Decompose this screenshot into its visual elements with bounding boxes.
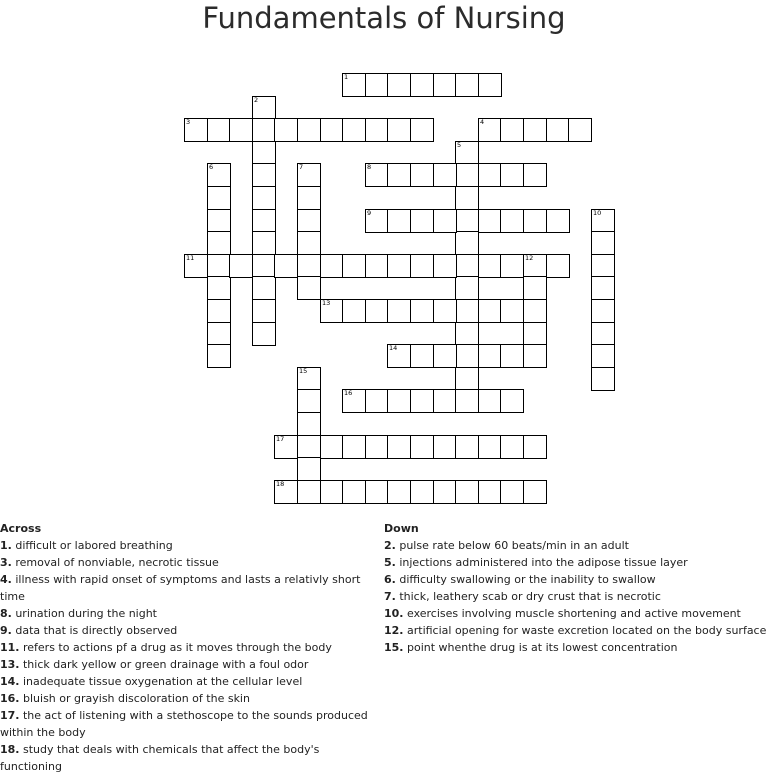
cell-number: 7 [299, 163, 304, 171]
grid-cell[interactable] [297, 389, 321, 413]
grid-cell[interactable] [523, 435, 547, 459]
grid-cell[interactable] [523, 163, 547, 187]
grid-cell[interactable] [252, 299, 276, 323]
grid-cell[interactable] [297, 186, 321, 210]
grid-cell[interactable] [365, 254, 389, 278]
grid-cell[interactable] [387, 299, 411, 323]
across-clue-17: 17. the act of listening with a stethoscope to the sounds produced within the body [0, 709, 368, 739]
grid-cell[interactable] [478, 73, 502, 97]
grid-cell[interactable] [207, 344, 231, 368]
down-clue-5: 5. injections administered into the adipose tissue layer [384, 556, 688, 569]
grid-cell[interactable] [365, 299, 389, 323]
grid-cell[interactable] [523, 118, 547, 142]
cell-number: 11 [186, 254, 195, 262]
across-heading: Across [0, 522, 42, 535]
across-clue-14: 14. inadequate tissue oxygenation at the cellular level [0, 675, 303, 688]
grid-cell[interactable] [478, 163, 502, 187]
down-clue-15: 15. point whenthe drug is at its lowest concentration [384, 641, 678, 654]
grid-cell[interactable] [365, 480, 389, 504]
grid-cell[interactable] [207, 186, 231, 210]
cell-number: 6 [209, 163, 214, 171]
grid-cell[interactable] [433, 299, 457, 323]
grid-cell[interactable] [229, 254, 253, 278]
grid-cell[interactable] [410, 480, 434, 504]
grid-cell[interactable] [433, 435, 457, 459]
grid-cell[interactable] [342, 118, 366, 142]
grid-cell[interactable] [342, 73, 366, 97]
cell-number: 13 [322, 299, 331, 307]
cell-number: 5 [457, 141, 462, 149]
grid-cell[interactable] [320, 299, 344, 323]
across-clue-9: 9. data that is directly observed [0, 624, 178, 637]
cell-number: 3 [186, 118, 191, 126]
grid-cell[interactable] [320, 480, 344, 504]
grid-cell[interactable] [455, 73, 479, 97]
grid-cell[interactable] [478, 299, 502, 323]
grid-cell[interactable] [320, 254, 344, 278]
grid-cell[interactable] [500, 163, 524, 187]
grid-cell[interactable] [546, 118, 570, 142]
grid-cell[interactable] [297, 231, 321, 255]
grid-cell[interactable] [229, 118, 253, 142]
grid-cell[interactable] [207, 276, 231, 300]
cell-number: 16 [344, 389, 353, 397]
across-clue-8: 8. urination during the night [0, 607, 157, 620]
cell-number: 14 [389, 344, 398, 352]
across-clue-3: 3. removal of nonviable, necrotic tissue [0, 556, 219, 569]
grid-cell[interactable] [274, 480, 298, 504]
grid-cell[interactable] [455, 344, 479, 368]
grid-cell[interactable] [365, 389, 389, 413]
grid-cell[interactable] [410, 118, 434, 142]
grid-cell[interactable] [297, 367, 321, 391]
grid-cell[interactable] [523, 322, 547, 346]
grid-cell[interactable] [455, 299, 479, 323]
grid-cell[interactable] [207, 209, 231, 233]
grid-cell[interactable] [591, 254, 615, 278]
grid-cell[interactable] [252, 254, 276, 278]
down-clues [384, 520, 768, 656]
grid-cell[interactable] [455, 141, 479, 165]
grid-cell[interactable] [252, 209, 276, 233]
down-clue-10: 10. exercises involving muscle shortening and active movement [384, 607, 741, 620]
grid-cell[interactable] [365, 73, 389, 97]
cell-number: 17 [276, 435, 285, 443]
down-clue-12: 12. artificial opening for waste excretion located on the body surface [384, 624, 767, 637]
grid-cell[interactable] [207, 254, 231, 278]
grid-cell[interactable] [433, 209, 457, 233]
grid-cell[interactable] [433, 254, 457, 278]
grid-cell[interactable] [523, 209, 547, 233]
grid-cell[interactable] [591, 231, 615, 255]
down-heading: Down [384, 522, 419, 535]
across-clues [0, 520, 382, 775]
grid-cell[interactable] [455, 435, 479, 459]
grid-cell[interactable] [410, 73, 434, 97]
grid-cell[interactable] [523, 254, 547, 278]
puzzle-title: Fundamentals of Nursing [202, 1, 566, 35]
grid-cell[interactable] [455, 163, 479, 187]
grid-cell[interactable] [297, 457, 321, 481]
grid-cell[interactable] [500, 118, 524, 142]
across-clue-16: 16. bluish or grayish discoloration of the skin [0, 692, 250, 705]
grid-cell[interactable] [433, 73, 457, 97]
grid-cell[interactable] [387, 480, 411, 504]
grid-cell[interactable] [184, 118, 208, 142]
grid-cell[interactable] [252, 163, 276, 187]
cell-number: 9 [367, 209, 372, 217]
grid-cell[interactable] [297, 435, 321, 459]
grid-cell[interactable] [320, 118, 344, 142]
grid-cell[interactable] [342, 299, 366, 323]
grid-cell[interactable] [500, 389, 524, 413]
grid-cell[interactable] [455, 322, 479, 346]
grid-cell[interactable] [410, 435, 434, 459]
grid-cell[interactable] [568, 118, 592, 142]
grid-cell[interactable] [297, 163, 321, 187]
grid-cell[interactable] [500, 209, 524, 233]
grid-cell[interactable] [433, 389, 457, 413]
grid-cell[interactable] [342, 435, 366, 459]
grid-cell[interactable] [184, 254, 208, 278]
grid-cell[interactable] [500, 480, 524, 504]
grid-cell[interactable] [455, 367, 479, 391]
grid-cell[interactable] [546, 209, 570, 233]
across-clue-4: 4. illness with rapid onset of symptoms and lasts a relativly short time [0, 573, 361, 603]
grid-cell[interactable] [365, 118, 389, 142]
grid-cell[interactable] [591, 367, 615, 391]
grid-cell[interactable] [433, 480, 457, 504]
grid-cell[interactable] [207, 322, 231, 346]
grid-cell[interactable] [297, 118, 321, 142]
grid-cell[interactable] [387, 389, 411, 413]
grid-cell[interactable] [297, 254, 321, 278]
down-clue-6: 6. difficulty swallowing or the inability to swallow [384, 573, 656, 586]
grid-cell[interactable] [387, 118, 411, 142]
cell-number: 4 [480, 118, 485, 126]
grid-cell[interactable] [252, 322, 276, 346]
grid-cell[interactable] [387, 435, 411, 459]
grid-cell[interactable] [342, 389, 366, 413]
grid-cell[interactable] [455, 209, 479, 233]
grid-cell[interactable] [365, 209, 389, 233]
grid-cell[interactable] [207, 231, 231, 255]
grid-cell[interactable] [500, 299, 524, 323]
grid-cell[interactable] [410, 344, 434, 368]
grid-cell[interactable] [523, 276, 547, 300]
grid-cell[interactable] [591, 344, 615, 368]
grid-cell[interactable] [297, 412, 321, 436]
grid-cell[interactable] [478, 389, 502, 413]
grid-cell[interactable] [410, 163, 434, 187]
grid-cell[interactable] [274, 435, 298, 459]
grid-cell[interactable] [455, 389, 479, 413]
grid-cell[interactable] [252, 276, 276, 300]
grid-cell[interactable] [500, 344, 524, 368]
across-clue-13: 13. thick dark yellow or green drainage with a foul odor [0, 658, 309, 671]
grid-cell[interactable] [433, 163, 457, 187]
down-clue-7: 7. thick, leathery scab or dry crust that is necrotic [384, 590, 661, 603]
grid-cell[interactable] [387, 73, 411, 97]
grid-cell[interactable] [478, 254, 502, 278]
grid-cell[interactable] [478, 118, 502, 142]
grid-cell[interactable] [387, 209, 411, 233]
grid-cell[interactable] [591, 209, 615, 233]
grid-cell[interactable] [342, 254, 366, 278]
grid-cell[interactable] [591, 276, 615, 300]
grid-cell[interactable] [410, 254, 434, 278]
grid-cell[interactable] [591, 299, 615, 323]
grid-cell[interactable] [591, 322, 615, 346]
grid-cell[interactable] [523, 299, 547, 323]
across-clue-1: 1. difficult or labored breathing [0, 539, 173, 552]
cell-number: 15 [299, 367, 308, 375]
grid-cell[interactable] [252, 118, 276, 142]
grid-cell[interactable] [387, 344, 411, 368]
grid-cell[interactable] [274, 254, 298, 278]
grid-cell[interactable] [207, 163, 231, 187]
grid-cell[interactable] [523, 480, 547, 504]
grid-cell[interactable] [455, 276, 479, 300]
grid-cell[interactable] [320, 435, 344, 459]
cell-number: 8 [367, 163, 372, 171]
grid-cell[interactable] [455, 186, 479, 210]
grid-cell[interactable] [455, 231, 479, 255]
across-clue-18: 18. study that deals with chemicals that affect the body's functioning [0, 743, 320, 773]
grid-cell[interactable] [455, 254, 479, 278]
grid-cell[interactable] [297, 480, 321, 504]
grid-cell[interactable] [410, 299, 434, 323]
cell-number: 12 [525, 254, 534, 262]
cell-number: 18 [276, 480, 285, 488]
cell-number: 1 [344, 73, 349, 81]
grid-cell[interactable] [455, 480, 479, 504]
grid-cell[interactable] [500, 254, 524, 278]
grid-cell[interactable] [252, 231, 276, 255]
cell-number: 2 [254, 96, 259, 104]
grid-cell[interactable] [387, 163, 411, 187]
grid-cell[interactable] [410, 389, 434, 413]
grid-cell[interactable] [297, 276, 321, 300]
grid-cell[interactable] [478, 344, 502, 368]
grid-cell[interactable] [500, 435, 524, 459]
grid-cell[interactable] [523, 344, 547, 368]
grid-cell[interactable] [478, 480, 502, 504]
grid-cell[interactable] [274, 118, 298, 142]
grid-cell[interactable] [478, 435, 502, 459]
grid-cell[interactable] [207, 118, 231, 142]
across-clue-11: 11. refers to actions pf a drug as it moves through the body [0, 641, 332, 654]
grid-cell[interactable] [297, 209, 321, 233]
grid-cell[interactable] [207, 299, 231, 323]
grid-cell[interactable] [252, 96, 276, 120]
grid-cell[interactable] [433, 344, 457, 368]
grid-cell[interactable] [342, 480, 366, 504]
grid-cell[interactable] [410, 209, 434, 233]
grid-cell[interactable] [478, 209, 502, 233]
grid-cell[interactable] [252, 141, 276, 165]
grid-cell[interactable] [365, 435, 389, 459]
down-clue-2: 2. pulse rate below 60 beats/min in an adult [384, 539, 629, 552]
grid-cell[interactable] [252, 186, 276, 210]
grid-cell[interactable] [387, 254, 411, 278]
cell-number: 10 [593, 209, 602, 217]
grid-cell[interactable] [546, 254, 570, 278]
grid-cell[interactable] [365, 163, 389, 187]
